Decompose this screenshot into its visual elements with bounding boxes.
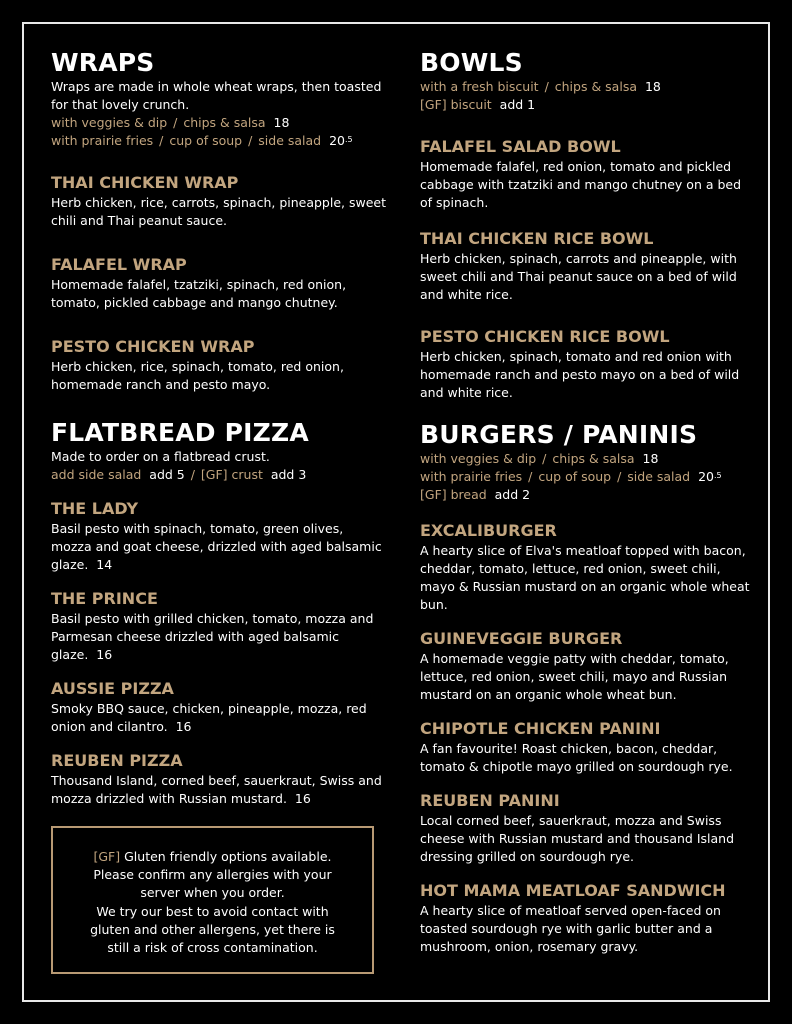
burgers-section (420, 420, 755, 956)
item-price: 14 (96, 557, 113, 572)
burgers-option-1: with veggies & dip / chips & salsa 18 (420, 451, 659, 466)
item-title: GUINEVEGGIE BURGER (420, 629, 623, 648)
item-description: A hearty slice of Elva's meatloaf topped with bacon, cheddar, tomato, lettuce, red onion, sweet chili, mayo & Russian mustard on an organic whole wheat bun. (420, 543, 750, 612)
menu-item (51, 172, 386, 230)
item-title: THE LADY (51, 499, 139, 518)
menu-item (420, 790, 755, 866)
wraps-option-2: with prairie fries / cup of soup / side salad $20^{.5}$ (51, 133, 353, 148)
item-description: Herb chicken, rice, carrots, spinach, pineapple, sweet chili and Thai peanut sauce. (51, 195, 386, 228)
burgers-option-2: with prairie fries / cup of soup / side salad $20^{.5}$ (420, 469, 722, 484)
bowls-section (420, 48, 755, 402)
menu-item (420, 628, 755, 704)
item-description: Herb chicken, rice, spinach, tomato, red onion, homemade ranch and pesto mayo. (51, 359, 344, 392)
menu-item (420, 718, 755, 776)
bowls-option-2: [GF] biscuit add 1 (420, 97, 536, 112)
item-title: REUBEN PANINI (420, 791, 560, 810)
wraps-option-1: with veggies & dip / chips & salsa 18 (51, 115, 290, 130)
item-description: Herb chicken, spinach, carrots and pineapple, with sweet chili and Thai peanut sauce on a bed of wild and white rice. (420, 251, 737, 302)
allergy-notice: [GF] Gluten friendly options available. Please confirm any allergies with your server when you order. We try our best to avoid contact with gluten and other allergens, yet there is still a risk of cross contamination. (51, 826, 374, 974)
item-title: PESTO CHICKEN RICE BOWL (420, 327, 670, 346)
right-column (420, 48, 755, 956)
menu-item (51, 336, 386, 394)
item-title: FALAFEL SALAD BOWL (420, 137, 621, 156)
menu-item (420, 228, 755, 304)
wraps-heading: WRAPS (51, 48, 155, 77)
item-title: REUBEN PIZZA (51, 751, 183, 770)
wraps-section (51, 48, 386, 394)
burgers-heading: BURGERS / PANINIS (420, 420, 698, 449)
menu-item (420, 520, 755, 614)
menu-item (51, 588, 386, 664)
flatbread-heading: FLATBREAD PIZZA (51, 418, 309, 447)
burgers-option-3: [GF] bread add 2 (420, 487, 531, 502)
left-column (51, 48, 386, 808)
item-price: 16 (96, 647, 113, 662)
menu-item (420, 880, 755, 956)
bowls-heading: BOWLS (420, 48, 523, 77)
item-description: A hearty slice of meatloaf served open-faced on toasted sourdough rye with garlic butter and a mushroom, onion, rosemary gravy. (420, 903, 721, 954)
wraps-description: Wraps are made in whole wheat wraps, then toasted for that lovely crunch. (51, 79, 382, 112)
menu-item (420, 136, 755, 212)
item-description: A homemade veggie patty with cheddar, tomato, lettuce, red onion, sweet chili, mayo and Russian mustard on an organic whole wheat bun. (420, 651, 729, 702)
item-title: CHIPOTLE CHICKEN PANINI (420, 719, 661, 738)
item-title: THAI CHICKEN RICE BOWL (420, 229, 654, 248)
item-description: Homemade falafel, tzatziki, spinach, red onion, tomato, pickled cabbage and mango chutney. (51, 277, 347, 310)
gf-tag: [GF] (93, 849, 121, 864)
item-title: PESTO CHICKEN WRAP (51, 337, 255, 356)
flatbread-description: Made to order on a flatbread crust. (51, 449, 270, 464)
item-title: HOT MAMA MEATLOAF SANDWICH (420, 881, 726, 900)
item-description: Local corned beef, sauerkraut, mozza and Swiss cheese with Russian mustard and thousand Island dressing grilled on sourdough rye. (420, 813, 735, 864)
item-price: 16 (175, 719, 192, 734)
item-price: 16 (294, 791, 311, 806)
item-description: Smoky BBQ sauce, chicken, pineapple, mozza, red onion and cilantro. 16 (51, 701, 367, 734)
menu-item (420, 326, 755, 402)
item-description: Herb chicken, spinach, tomato and red onion with homemade ranch and pesto mayo on a bed of wild and white rice. (420, 349, 740, 400)
item-description: Basil pesto with spinach, tomato, green olives, mozza and goat cheese, drizzled with aged balsamic glaze. 14 (51, 521, 382, 572)
menu-item (51, 254, 386, 312)
menu-item (51, 750, 386, 808)
menu-item (51, 678, 386, 736)
item-description: A fan favourite! Roast chicken, bacon, cheddar, tomato & chipotle mayo grilled on sourdough rye. (420, 741, 733, 774)
item-title: FALAFEL WRAP (51, 255, 187, 274)
item-title: EXCALIBURGER (420, 521, 557, 540)
item-description: Homemade falafel, red onion, tomato and pickled cabbage with tzatziki and mango chutney on a bed of spinach. (420, 159, 742, 210)
flatbread-options: add side salad add 5 / [GF] crust add 3 (51, 467, 307, 482)
item-title: THAI CHICKEN WRAP (51, 173, 239, 192)
item-description: Thousand Island, corned beef, sauerkraut, Swiss and mozza drizzled with Russian mustard. 16 (51, 773, 382, 806)
bowls-option-1: with a fresh biscuit / chips & salsa 18 (420, 79, 661, 94)
item-title: AUSSIE PIZZA (51, 679, 174, 698)
flatbread-section (51, 418, 386, 808)
menu-item (51, 498, 386, 574)
item-description: Basil pesto with grilled chicken, tomato, mozza and Parmesan cheese drizzled with aged balsamic glaze. 16 (51, 611, 374, 662)
item-title: THE PRINCE (51, 589, 158, 608)
